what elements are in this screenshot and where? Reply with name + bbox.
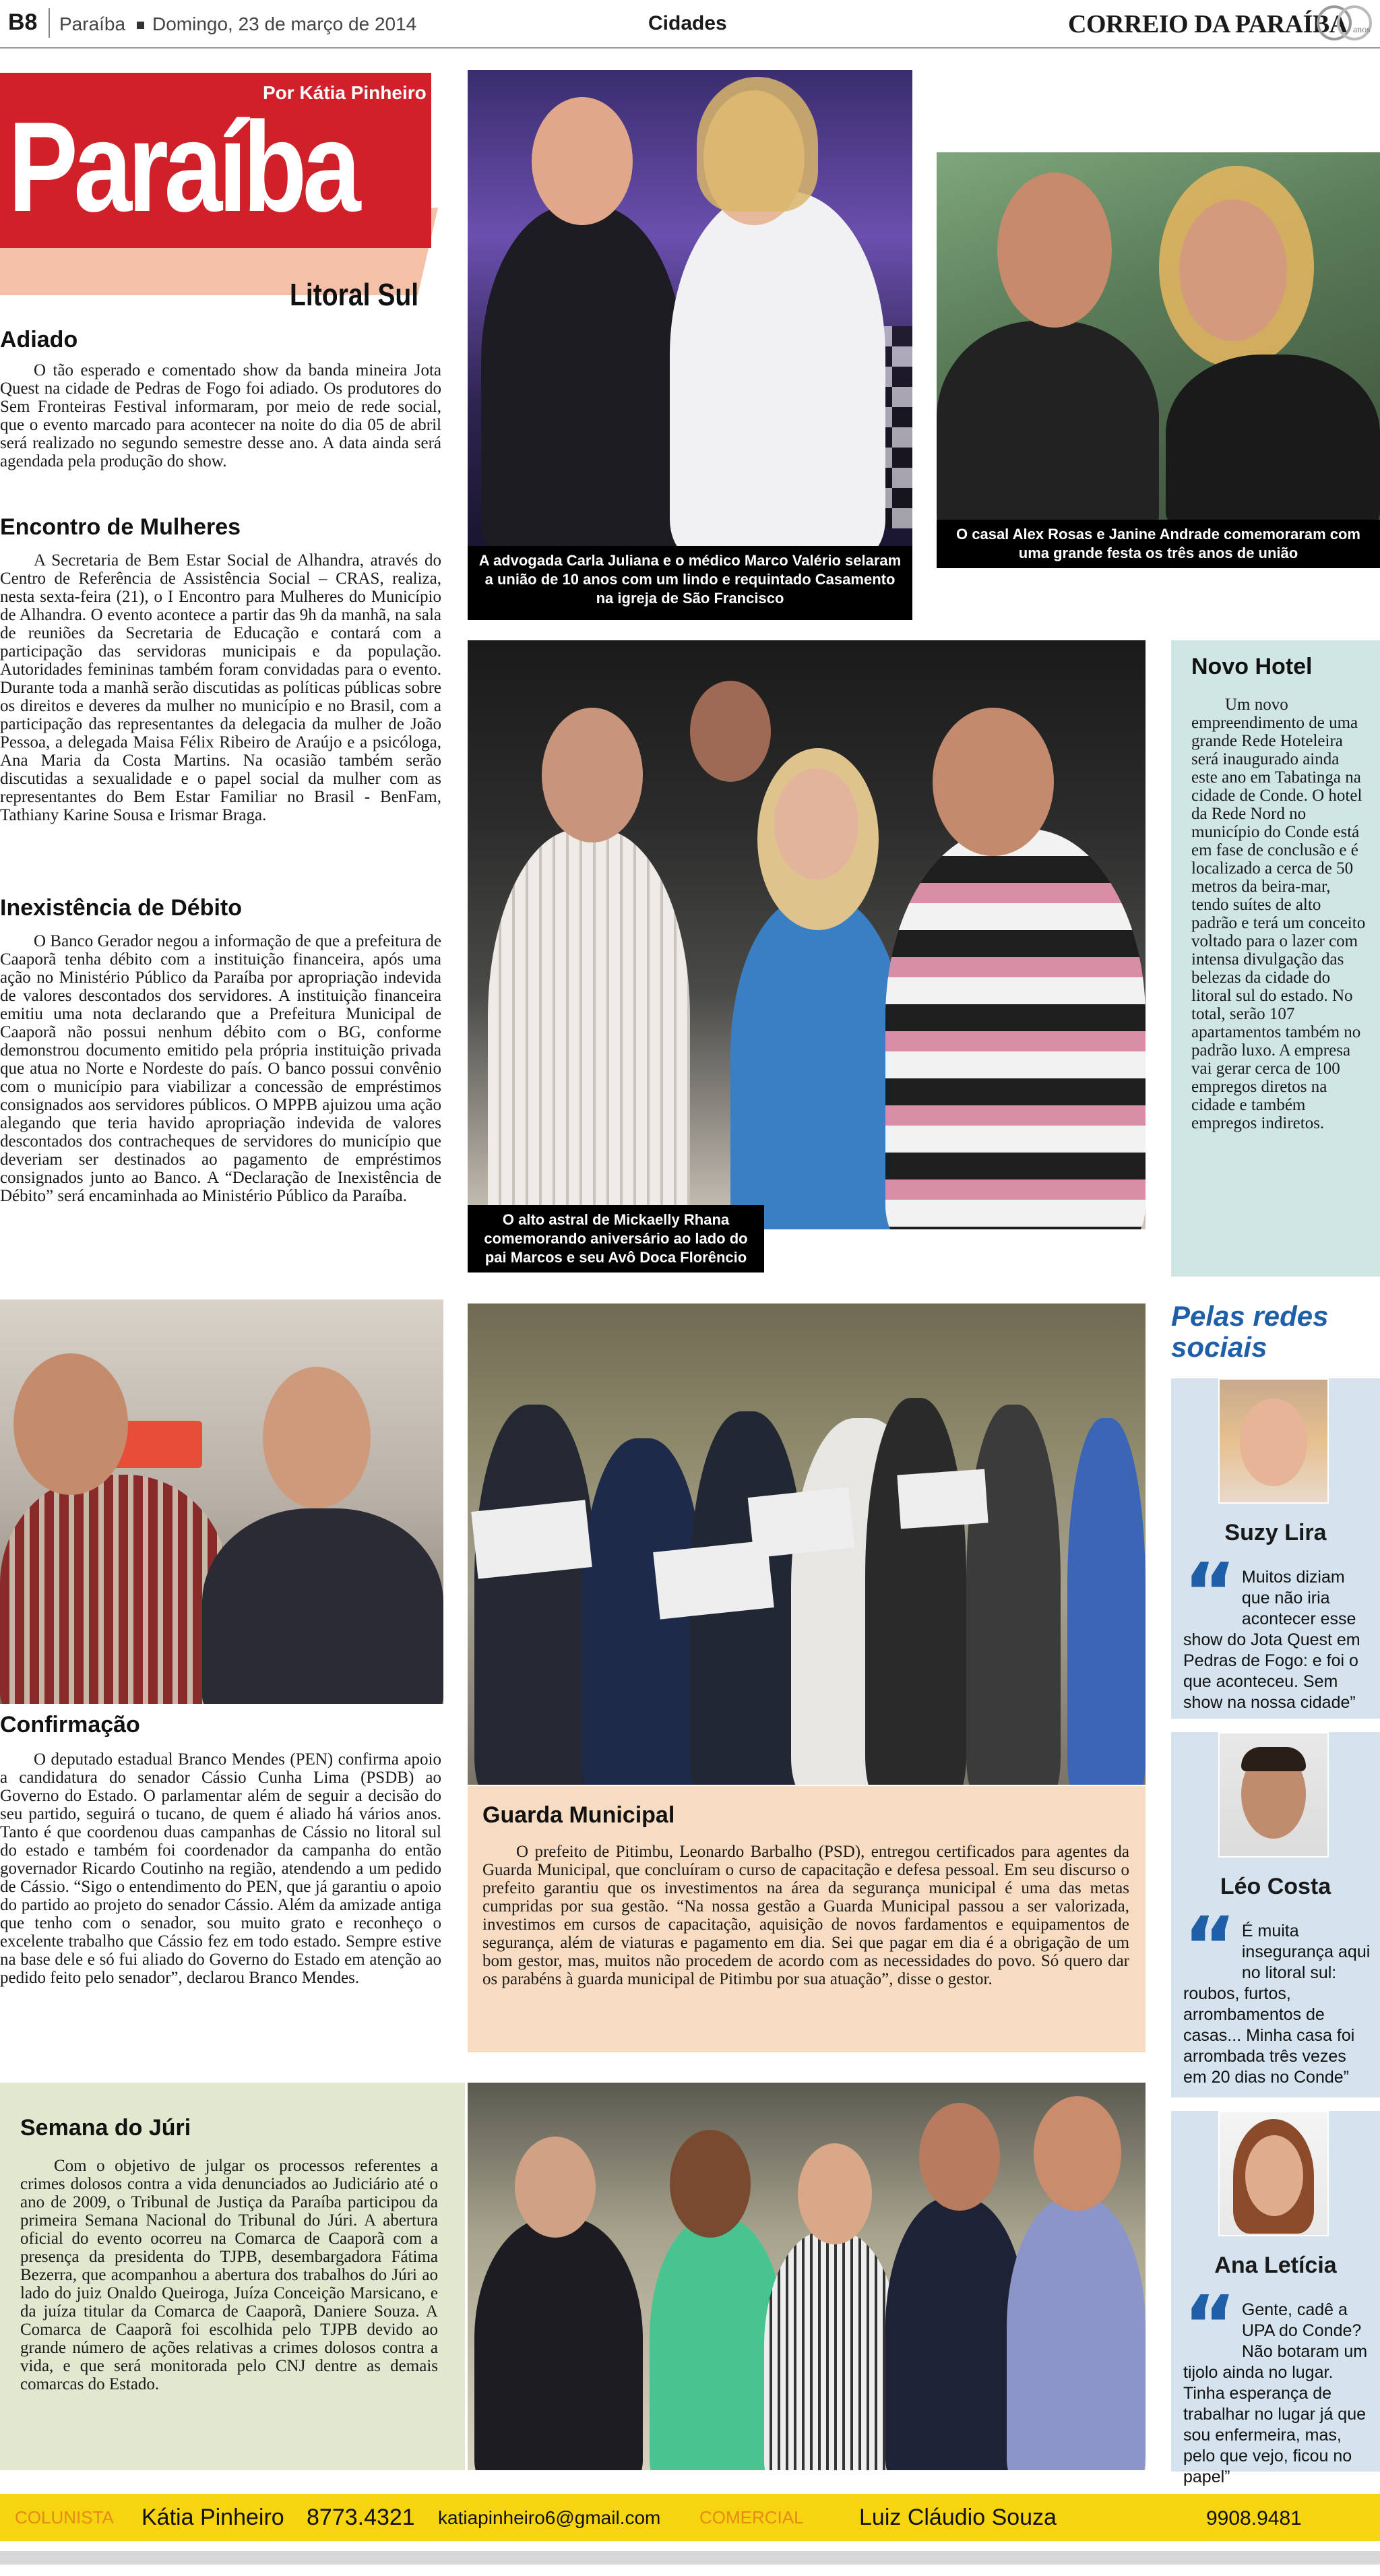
header-divider [49, 8, 50, 38]
article-body: O Banco Gerador negou a informação de que a prefeitura de Caaporã tenha débito com a instituição financeira, após uma ação no Ministério Público da Paraíba por apropriação indevida de valores descontados dos servidores. A instituição financeira emitiu uma nota declarando que a Prefeitura Municipal de Caaporã não possui nenhum débito com o BG, conforme demonstrou documento emitido pela própria instituição privada que atua no Norte e Nordeste do país. O banco possui convênio com o município para viabilizar a concessão de empréstimos consignados aos servidores públicos. O MPPB ajuizou uma ação alegando que teria havido apropriação indevida de valores descontados dos contracheques de servidores do município que deveriam ser destinados ao pagamento de empréstimos consignados junto ao Banco. A “Declaração de Inexistência de Débito” será encaminhada ao Ministério Público da Paraíba. [0, 932, 441, 1205]
footer-colunista-phone: 8773.4321 [307, 2505, 415, 2530]
column-masthead [0, 73, 445, 315]
article-body: O deputado estadual Branco Mendes (PEN) confirma apoio a candidatura do senador Cássio Cunha Lima (PSDB) ao Governo do Estado. O parlamentar além de seguir a decisão do seu partido, seguirá o tucano, de quem é aliado há vários anos. Tanto é que coordenou duas campanhas de Cássio no litoral sul do estado e também foi coordenador da campanha do então governador Ricardo Coutinho na região, atendendo a um pedido de Cássio. “Sigo o entendimento do PEN, que já garantiu o apoio do partido ao projeto do senador Cássio. Além da amizade antiga que tenho com o senador, sou muito grato e reconheço o excelente trabalho que Cássio fez em todo estado. Sempre estive na base dele e só fui aliado do Governo do Estado em atenção ao pedido feito pelo senador”, declarou Branco Mendes. [0, 1750, 441, 1987]
footer-comercial-name: Luiz Cláudio Souza [859, 2505, 1057, 2530]
newspaper-name: CORREIO DA PARAÍBA [1068, 10, 1348, 38]
post-author: Léo Costa [1220, 1874, 1331, 1899]
post-author: Suzy Lira [1224, 1520, 1327, 1545]
footer-email[interactable]: katiapinheiro6@gmail.com [438, 2507, 661, 2528]
photo-birthday [468, 640, 1146, 1229]
article-juri [0, 2083, 465, 2470]
column-title: Paraíba [8, 96, 357, 239]
newspaper-logo-icon [1314, 3, 1379, 43]
article-title: Adiado [0, 327, 78, 352]
social-post [1171, 1378, 1380, 1719]
social-post [1171, 2111, 1380, 2486]
article-adiado [0, 327, 441, 470]
post-quote: Gente, cadê a UPA do Conde? Não botaram um tijolo ainda no lugar. Tinha esperança de trabalhar no lugar já que sou enfermeira, mas, pelo que vejo, ficou no papel” [1183, 2300, 1368, 2486]
article-encontro [0, 514, 441, 824]
footer-bar [0, 2494, 1380, 2541]
column-byline: Por Kátia Pinheiro [263, 82, 427, 103]
footer-colunista-label: COLUNISTA [15, 2507, 114, 2527]
footer-colunista-name: Kátia Pinheiro [142, 2505, 284, 2530]
avatar [1218, 1378, 1329, 1504]
quote-icon: “ [1183, 2279, 1236, 2373]
page-number: B8 [8, 9, 38, 35]
article-title: Encontro de Mulheres [0, 514, 241, 540]
article-title: Semana do Júri [20, 2115, 191, 2141]
article-body: O tão esperado e comentado show da banda mineira Jota Quest na cidade de Pedras de Fogo foi adiado. Os produtores do Sem Fronteiras Festival informaram, por meio de rede social, que o evento marcado para acontecer na noite do dia 05 de abril será realizado no segundo semestre desse ano. A data ainda será agendada pela produção do show. [0, 361, 441, 470]
avatar [1218, 1732, 1329, 1858]
caption-couple: O casal Alex Rosas e Janine Andrade comemoraram com uma grande festa os três anos de união [937, 520, 1380, 568]
caption-wedding: A advogada Carla Juliana e o médico Marco Valério selaram a união de 10 anos com um lindo e requintado Casamento na igreja de São Francisco [468, 546, 912, 620]
svg-text:anos: anos [1353, 25, 1371, 35]
article-confirmacao [0, 1712, 441, 1987]
header-city: Paraíba [59, 13, 126, 34]
post-quote: Muitos diziam que não iria acontecer esse show do Jota Quest em Pedras de Fogo: e foi o que aconteceu. Sem show na nossa cidade” [1183, 1568, 1360, 1712]
article-title: Confirmação [0, 1712, 140, 1738]
bullet-icon [137, 22, 144, 29]
article-inexistencia [0, 895, 441, 1205]
avatar [1218, 2111, 1329, 2236]
photo-juri [468, 2083, 1146, 2470]
header-date: Domingo, 23 de março de 2014 [152, 13, 417, 34]
article-title: Novo Hotel [1191, 654, 1313, 679]
article-body: A Secretaria de Bem Estar Social de Alhandra, através do Centro de Referência de Assistência Social – CRAS, realiza, nesta sexta-feira (21), o I Encontro para Mulheres do Município de Alhandra. O evento acontece a partir das 9h da manhã, na sala de reuniões da Secretaria de Educação e contará com a participação das servidoras municipais e da população. Autoridades femininas também foram convidadas para o evento. Durante toda a manhã serão discutidas as políticas públicas sobre os direitos e deveres da mulher no município e no Brasil, com a participação das representantes da delegacia da mulher de João Pessoa, a delegada Maisa Félix Ribeiro de Araújo e a psicóloga, Ana Maria da Costa Martins. Na ocasião também serão discutidas a sexualidade e o papel social da mulher com as representantes do Bem Estar Familiar no Brasil - BenFam, Tathiany Karine Sousa e Irismar Braga. [0, 551, 441, 824]
photo-wedding [468, 70, 912, 546]
photo-two-men [0, 1299, 443, 1704]
article-body: Um novo empreendimento de uma grande Rede Hoteleira será inaugurado ainda este ano em Tabatinga na cidade de Conde. O hotel da Rede Nord no município do Conde está em fase de conclusão e é localizado a cerca de 50 metros da beira-mar, tendo suítes de alto padrão e terá um conceito voltado para o lazer com intensa divulgação das belezas da cidade do litoral sul do estado. No total, serão 107 apartamentos também no padrão luxo. A empresa vai gerar cerca de 100 empregos diretos na cidade e também empregos indiretos. [1191, 696, 1366, 1132]
footer-comercial-phone: 9908.9481 [1206, 2507, 1302, 2529]
footer-comercial-label: COMERCIAL [699, 2507, 804, 2527]
article-body: O prefeito de Pitimbu, Leonardo Barbalho (PSD), entregou certificados para agentes da Guarda Municipal, que concluíram o curso de capacitação e defesa pessoal. Em seu discurso o prefeito garantiu que os investimentos na área da segurança municipal é uma das metas cumpridas por sua gestão. “Na nossa gestão a Guarda Municipal passou a ser valorizada, investimos em cursos de capacitação, aquisição de novos fardamentos e equipamentos de segurança, além de viaturas e pagamento em dia. Sei que pagar em dia é a obrigação de um bom gestor, mas, muitos não procedem de acordo com as necessidades do povo. Só quero dar os parabéns à guarda municipal de Pitimbu por sua atuação”, disse o gestor. [482, 1843, 1129, 1988]
photo-couple [937, 152, 1380, 520]
social-post [1171, 1732, 1380, 2097]
sidebar-title: Pelas redes sociais [1171, 1300, 1329, 1363]
quote-icon: “ [1183, 1547, 1236, 1640]
post-quote: É muita insegurança aqui no litoral sul: roubos, furtos, arrombamentos de casas... Minha casa foi arrombada três vezes em 20 dias no Conde” [1183, 1922, 1371, 2087]
article-title: Guarda Municipal [482, 1802, 675, 1828]
article-title: Inexistência de Débito [0, 895, 242, 921]
header-section: Cidades [648, 12, 727, 34]
post-author: Ana Letícia [1214, 2252, 1337, 2278]
column-subtitle: Litoral Sul [290, 277, 419, 312]
quote-icon: “ [1183, 1901, 1236, 1994]
footer-rule [0, 2551, 1380, 2565]
page-header [0, 0, 1380, 49]
article-guarda [468, 1786, 1146, 2052]
article-novo-hotel [1171, 640, 1380, 1277]
photo-guarda [468, 1304, 1146, 1785]
caption-birthday: O alto astral de Mickaelly Rhana comemorando aniversário ao lado do pai Marcos e seu Avô Doca Florêncio [468, 1205, 764, 1272]
article-body: Com o objetivo de julgar os processos referentes a crimes dolosos contra a vida denunciados ao Judiciário até o ano de 2009, o Tribunal de Justiça da Paraíba participou da primeira Semana Nacional do Tribunal do Júri. A abertura oficial do evento ocorreu na Comarca de Caaporã com a presença da presidenta do TJPB, desembargadora Fátima Bezerra, que acompanhou a abertura dos trabalhos do Júri ao lado do juiz Onaldo Queiroga, Juíza Conceição Marsicano, e da juíza titular da Comarca de Caaporã, Daniere Souza. A Comarca de Caaporã foi escolhida pelo TJPB devido ao grande número de ações relativas a crimes dolosos contra a vida, e que será monitorada pelo CNJ dentre as demais comarcas do Estado. [20, 2157, 438, 2393]
